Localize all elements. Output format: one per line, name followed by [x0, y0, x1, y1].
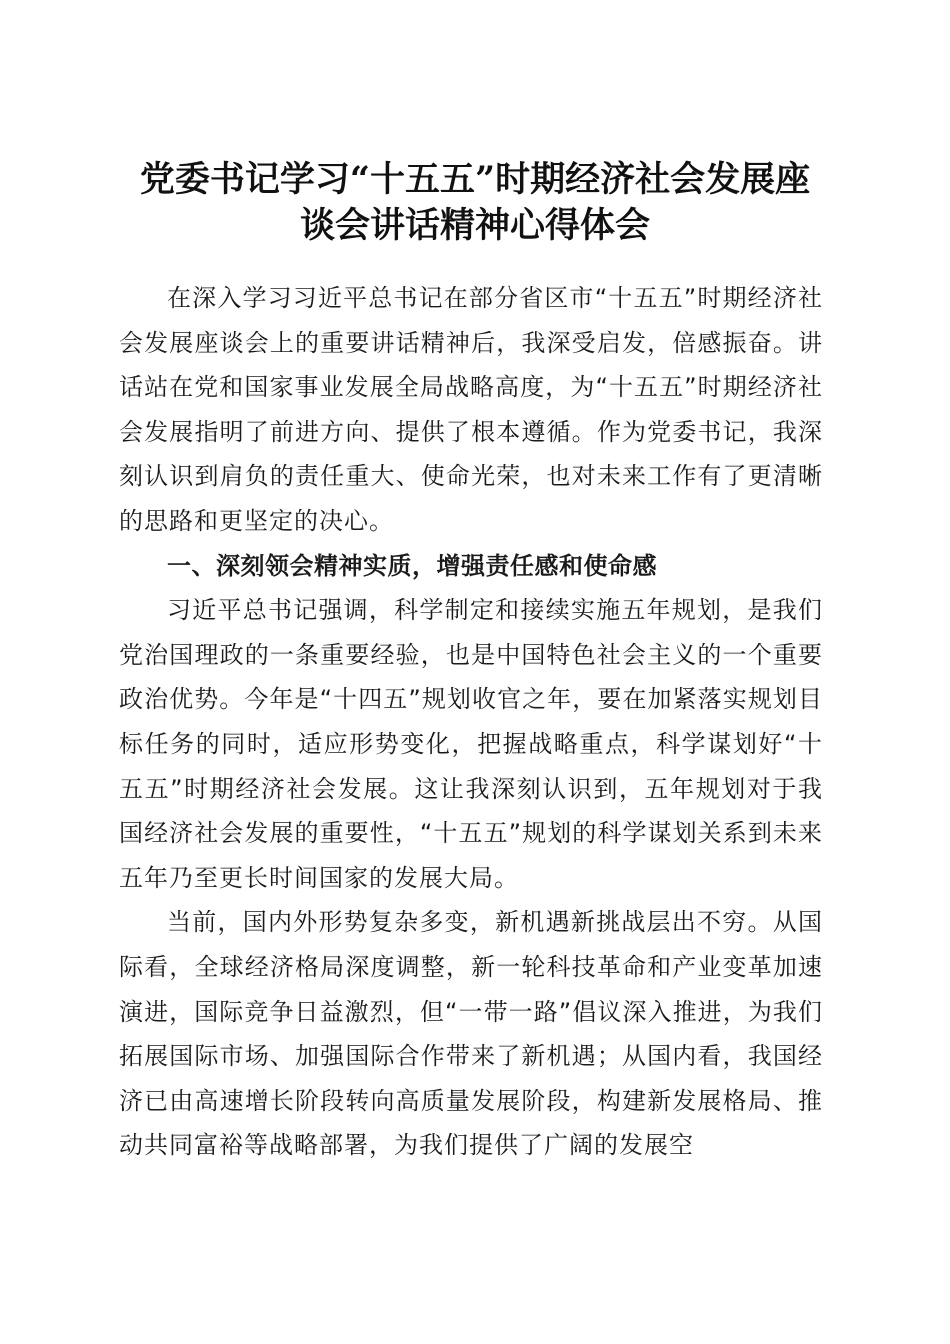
intro-paragraph: 在深入学习习近平总书记在部分省区市“十五五”时期经济社会发展座谈会上的重要讲话精神后，我深受启发，倍感振奋。讲话站在党和国家事业发展全局战略高度，为“十五五”时期经济社会发展指明了前进方向、提供了根本遵循。作为党委书记，我深刻认识到肩负的责任重大、使命光荣，也对未来工作有了更清晰的思路和更坚定的决心。 — [119, 284, 823, 535]
document-body — [119, 276, 823, 1168]
body-paragraph: 当前，国内外形势复杂多变，新机遇新挑战层出不穷。从国际看，全球经济格局深度调整，新一轮科技革命和产业变革加速演进，国际竞争日益激烈，但“一带一路”倡议深入推进，为我们拓展国际市场、加强国际合作带来了新机遇；从国内看，我国经济已由高速增长阶段转向高质量发展阶段，构建新发展格局、推动共同富裕等战略部署，为我们提供了广阔的发展空 — [119, 908, 823, 1160]
title-line-2: 谈会讲话精神心得体会 — [299, 205, 650, 247]
document-title — [100, 157, 850, 249]
section-heading-1: 一、深刻领会精神实质，增强责任感和使命感 — [167, 551, 657, 580]
title-line-1: 党委书记学习“十五五”时期经济社会发展座 — [139, 159, 811, 201]
body-paragraph: 习近平总书记强调，科学制定和接续实施五年规划，是我们党治国理政的一条重要经验，也是中国特色社会主义的一个重要政治优势。今年是“十四五”规划收官之年，要在加紧落实规划目标任务的同时，适应形势变化，把握战略重点，科学谋划好“十五五”时期经济社会发展。这让我深刻认识到，五年规划对于我国经济社会发展的重要性，“十五五”规划的科学谋划关系到未来五年乃至更长时间国家的发展大局。 — [119, 596, 823, 892]
